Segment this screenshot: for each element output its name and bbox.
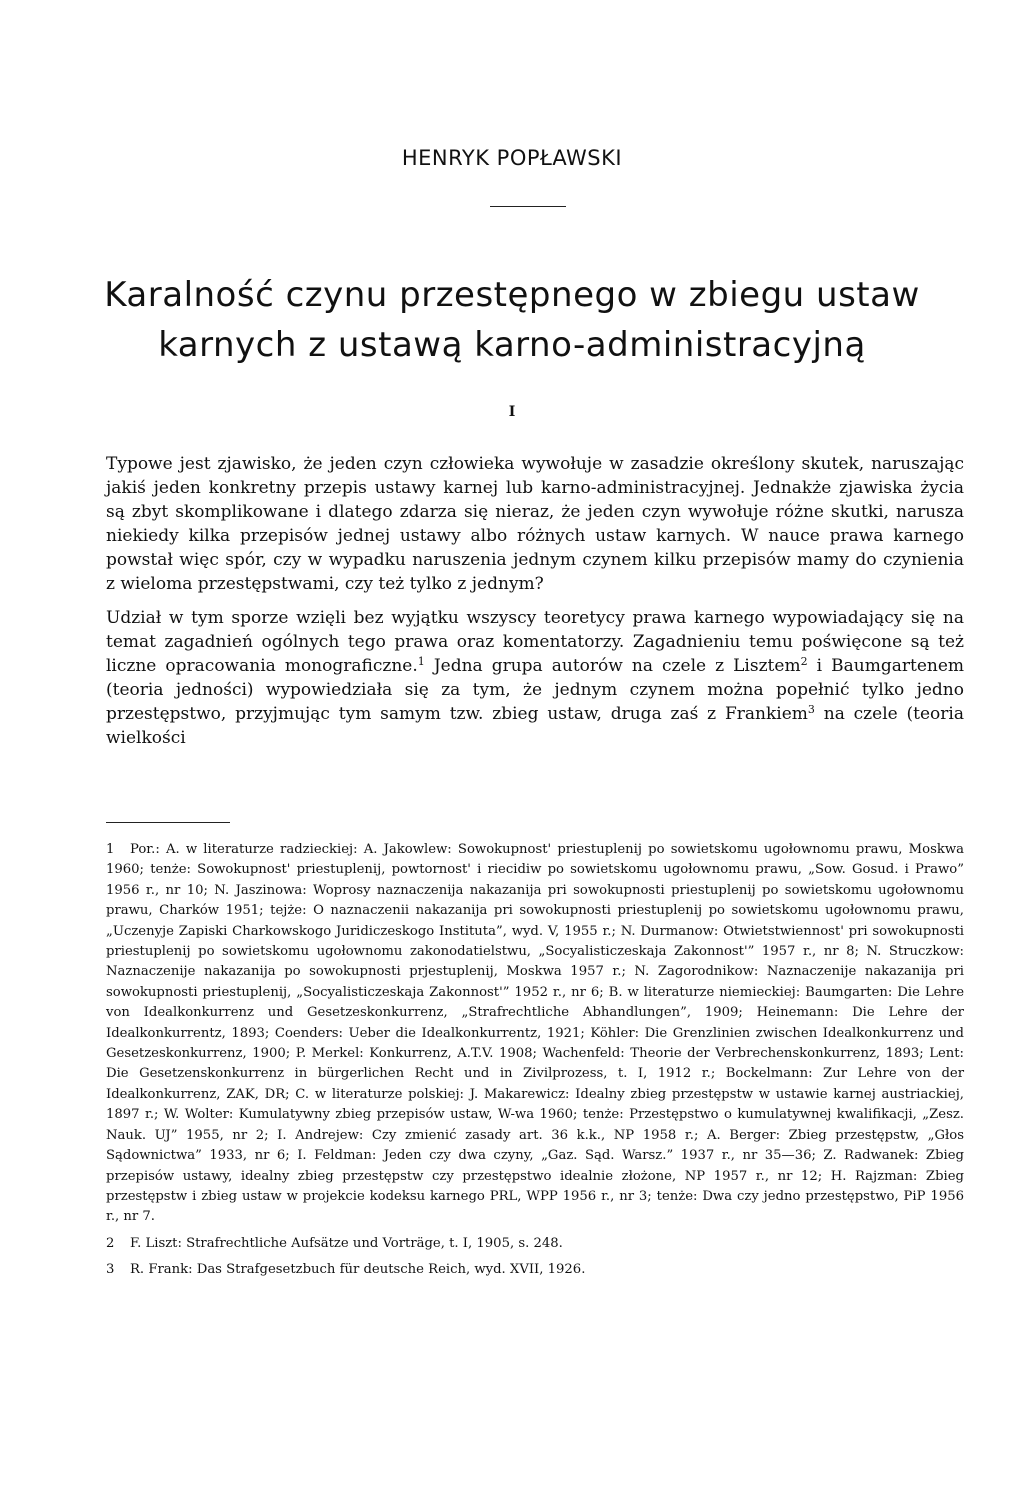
- author-name: HENRYK POPŁAWSKI: [401, 146, 623, 170]
- footnote-3: [106, 1260, 964, 1280]
- footnote-ref-1[interactable]: 1: [417, 655, 425, 668]
- paragraph-2-part-c: i Baumgartenem (teoria jedności) wypowiedziała się za tym, że jednym czynem można popełnić tylko jedno przestępstwo, przyjmując tym samym tzw. zbieg ustaw, druga zaś z Frankiem: [106, 656, 965, 724]
- paragraph-2-part-a: Udział w tym sporze wzięli bez wyjątku wszyscy teoretycy prawa karnego wypowiadający się na temat zagadnień ogólnych tego prawa oraz komentatorzy. Zagadnieniu temu poświęcone są też liczne opracowania monograficzne.: [106, 608, 964, 676]
- footnote-text: Por.: A. w literaturze radzieckiej: A. Jakowlew: Sowokupnost' priestuplenij po sowietskomu ugołownomu prawu, Moskwa 1960; tenże: Sowokupnost' priestuplenij, powtornost' i riecidiw po sowietskomu ugołownomu prawu, „Sow. Gosud. i Prawo” 1956 r., nr 10; N. Jaszinowa: Woprosy naznaczenija nakazanija pri sowokupnosti priestuplenij po sowietskomu ugołownomu prawu, Charków 1951; tejże: O naznaczenii nakazanija pri sowokupnosti priestuplenij po sowietskomu ugołownomu prawu, „Uczenyje Zapiski Charkowskogo Juridiczeskogo Instituta”, wyd. V, 1955 r.; N. Durmanow: Otwietstwiennost' pri sowokupnosti priestuplenij po sowietskomu ugołownomu zakonodatielstwu, „Socyalisticzeskaja Zakonnost'” 1957 r., nr 8; N. Struczkow: Naznaczenije nakazanija po sowokupnosti prjestuplenij, Moskwa 1957 r.; N. Zagorodnikow: Naznaczenije nakazanija pri sowokupnosti priestuplenij, „Socyalisticzeskaja Zakonnost'” 1952 r., nr 6; B. w literaturze niemieckiej: Baumgarten: Die Lehre von Idealkonkurrenz und Gesetzeskonkurrenz, „Strafrechtliche Abhandlungen”, 1909; Heinemann: Die Lehre der Idealkonkurrentz, 1893; Coenders: Ueber die Idealkonkurrentz, 1921; Köhler: Die Grenzlinien zwischen Idealkonkurrenz und Gesetzeskonkurrenz, 1900; P. Merkel: Konkurrenz, A.T.V. 1908; Wachenfeld: Theorie der Verbrechenskonkurrenz, 1893; Lent: Die Gesetzenskonkurrenz in bürgerlichen Recht und in Zivilprozess, t. I, 1912 r.; Bockelmann: Zur Lehre von der Idealkonkurrenz, ZAK, DR; C. w literaturze polskiej: J. Makarewicz: Idealny zbieg przestępstw w ustawie karnej austriackiej, 1897 r.; W. Wolter: Kumulatywny zbieg przepisów ustaw, W-wa 1960; tenże: Przestępstwo o kumulatywnej kwalifikacji, „Zesz. Nauk. UJ” 1955, nr 2; I. Andrejew: Czy zmienić zasady art. 36 k.k., NP 1958 r.; A. Berger: Zbieg przestępstw, „Głos Sądownictwa” 1933, nr 6; I. Feldman: Jeden czy dwa czyny, „Gaz. Sąd. Warsz.” 1937 r., nr 35—36; Z. Radwanek: Zbieg przepisów ustawy, idealny zbieg przestępstw czy przestępstwo idealnie złożone, NP 1957 r., nr 12; H. Rajzman: Zbieg przestępstw i zbieg ustaw w projekcie kodeksu karnego PRL, WPP 1956 r., nr 3; tenże: Dwa czy jedno przestępstwo, PiP 1956 r., nr 7.: [106, 842, 964, 1225]
- footnote-2: [106, 1234, 964, 1254]
- footnotes: [106, 840, 964, 1281]
- footnote-ref-2[interactable]: 2: [800, 655, 808, 668]
- article-body: [106, 452, 964, 750]
- footnote-text: R. Frank: Das Strafgesetzbuch für deutsche Reich, wyd. XVII, 1926.: [130, 1262, 586, 1278]
- footnote-text: F. Liszt: Strafrechtliche Aufsätze und Vorträge, t. I, 1905, s. 248.: [130, 1235, 563, 1251]
- article-title: [0, 270, 1024, 370]
- footnote-separator: [106, 822, 230, 823]
- paragraph-1: Typowe jest zjawisko, że jeden czyn człowieka wywołuje w zasadzie określony skutek, naruszając jakiś jeden konkretny przepis ustawy karnej lub karno-administracyjnej. Jednakże zjawiska życia są zbyt skomplikowane i dlatego zdarza się nieraz, że jeden czyn wywołuje różne skutki, narusza niekiedy kilka przepisów jednej ustawy albo różnych ustaw karnych. W nauce prawa karnego powstał więc spór, czy w wypadku naruszenia jednym czynem kilku przepisów mamy do czynienia z wieloma przestępstwami, czy też tylko z jednym?: [106, 454, 964, 594]
- footnote-ref-3[interactable]: 3: [807, 703, 815, 716]
- section-number: I: [508, 404, 516, 420]
- title-line-1: Karalność czynu przestępnego w zbiegu ustaw: [104, 275, 920, 315]
- paragraph-2-part-d: na czele (teoria wielkości: [106, 704, 964, 748]
- footnote-mark: 1: [106, 842, 115, 857]
- footnote-mark: 2: [106, 1235, 115, 1251]
- title-line-2: karnych z ustawą karno-administracyjną: [158, 325, 866, 365]
- footnote-1: [106, 840, 964, 1228]
- footnote-mark: 3: [106, 1262, 115, 1278]
- paragraph-2-part-b: Jedna grupa autorów na czele z Lisztem: [424, 656, 801, 676]
- title-rule: [490, 206, 566, 207]
- paragraph-2: [106, 606, 964, 750]
